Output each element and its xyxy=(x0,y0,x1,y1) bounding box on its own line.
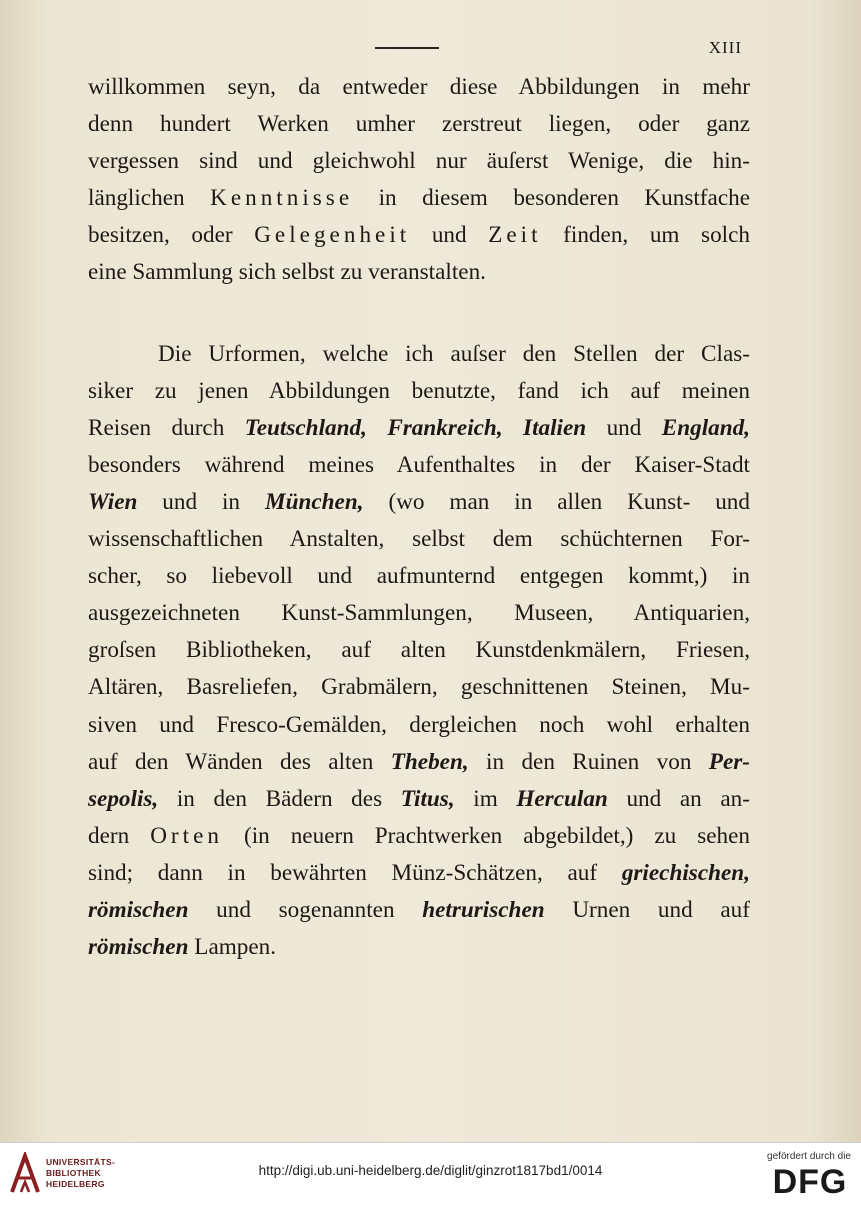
text-line: siker zu jenen Abbildungen benutzte, fand ich auf meinen xyxy=(88,377,750,404)
text-segment: und xyxy=(586,414,662,441)
paragraph-gap xyxy=(88,292,750,336)
text-segment: finden, um solch xyxy=(541,222,750,249)
text-line xyxy=(88,180,750,217)
italic-name: Theben, xyxy=(390,748,469,775)
text-line xyxy=(88,892,750,929)
italic-name: Italien xyxy=(523,414,587,441)
spaced-emphasis: Kenntnisse xyxy=(210,185,354,212)
italic-name: Teutschland, xyxy=(244,414,367,441)
italic-name: römischen xyxy=(88,896,189,923)
text-segment: und xyxy=(410,222,489,249)
italic-name: Wien xyxy=(88,488,138,515)
text-segment: und an an- xyxy=(607,785,750,812)
text-line xyxy=(88,217,750,254)
library-name-line: HEIDELBERG xyxy=(46,1179,105,1189)
italic-name: Titus, xyxy=(400,785,455,812)
italic-name: römischen xyxy=(88,934,189,961)
spaced-emphasis: Zeit xyxy=(488,222,542,249)
text-segment: im xyxy=(454,785,517,812)
permalink-url[interactable]: http://digi.ub.uni-heidelberg.de/diglit/ginzrot1817bd1/0014 xyxy=(258,1163,603,1178)
library-name-line: BIBLIOTHEK xyxy=(46,1168,101,1178)
text-segment: in diesem besonderen Kunstfache xyxy=(353,185,750,212)
page-number: XIII xyxy=(708,38,742,57)
text-line xyxy=(88,818,750,855)
text-line: eine Sammlung sich selbst zu veranstalten. xyxy=(88,259,486,286)
text-line: willkommen seyn, da entweder diese Abbildungen in mehr xyxy=(88,74,750,100)
text-segment: (wo man in allen Kunst- und xyxy=(363,488,750,515)
text-segment: auf den Wänden des alten xyxy=(88,748,391,775)
text-segment xyxy=(367,415,387,441)
italic-name: hetrurischen xyxy=(422,896,545,923)
body-text xyxy=(88,69,750,966)
text-line xyxy=(88,781,750,818)
text-line xyxy=(88,855,750,892)
funded-by-label: gefördert durch die xyxy=(767,1151,851,1162)
text-line xyxy=(88,929,750,966)
text-line: wissenschaftlichen Anstalten, selbst dem schüchternen For- xyxy=(88,526,750,553)
header-rule xyxy=(375,47,439,49)
text-segment: länglichen xyxy=(88,185,211,212)
text-line: Altären, Basreliefen, Grabmälern, geschnittenen Steinen, Mu- xyxy=(88,674,750,701)
text-segment: Urnen und auf xyxy=(544,896,750,923)
text-segment: besitzen, oder xyxy=(88,222,255,249)
text-segment xyxy=(503,415,523,441)
text-line xyxy=(88,744,750,781)
text-line: Die Urformen, welche ich auſser den Stellen der Clas- xyxy=(158,340,750,367)
text-segment: in den Bädern des xyxy=(158,785,401,812)
text-segment: Reisen durch xyxy=(88,414,245,441)
text-line xyxy=(88,410,750,447)
italic-name: griechischen, xyxy=(621,859,750,886)
text-segment: (in neuern Prachtwerken abgebildet,) zu sehen xyxy=(222,822,750,849)
text-line: vergessen sind und gleichwohl nur äuſerst Wenige, die hin- xyxy=(88,148,750,175)
dfg-logo-icon xyxy=(767,1163,853,1197)
text-segment: sind; dann in bewährten Münz-Schätzen, auf xyxy=(88,859,622,886)
text-segment: und sogenannten xyxy=(188,896,423,923)
italic-name: München, xyxy=(264,488,364,515)
text-segment: dern xyxy=(88,822,151,849)
text-segment: und in xyxy=(137,488,265,515)
footer-bar xyxy=(0,1142,861,1205)
svg-text:DFG: DFG xyxy=(772,1163,848,1197)
text-line: scher, so liebevoll und aufmunternd entgegen kommt,) in xyxy=(88,563,750,590)
text-line: groſsen Bibliotheken, auf alten Kunstdenkmälern, Friesen, xyxy=(88,637,750,664)
text-line: ausgezeichneten Kunst-Sammlungen, Museen, Antiquarien, xyxy=(88,600,750,627)
library-name-line: UNIVERSITÄTS- xyxy=(46,1157,116,1167)
text-segment: Lampen. xyxy=(188,934,277,961)
text-line: besonders während meines Aufenthaltes in der Kaiser-Stadt xyxy=(88,451,750,478)
text-line: siven und Fresco-Gemälden, dergleichen noch wohl erhalten xyxy=(88,711,750,738)
italic-name: Herculan xyxy=(516,785,608,812)
text-line xyxy=(88,484,750,521)
italic-name: Frankreich, xyxy=(387,414,503,441)
text-segment: in den Ruinen von xyxy=(468,748,709,775)
spaced-emphasis: Orten xyxy=(150,822,223,849)
italic-name: sepolis, xyxy=(88,785,159,812)
text-line: denn hundert Werken umher zerstreut liegen, oder ganz xyxy=(88,111,750,138)
italic-name: England, xyxy=(661,414,751,441)
italic-name: Per- xyxy=(708,748,750,775)
spaced-emphasis: Gelegenheit xyxy=(254,222,411,249)
